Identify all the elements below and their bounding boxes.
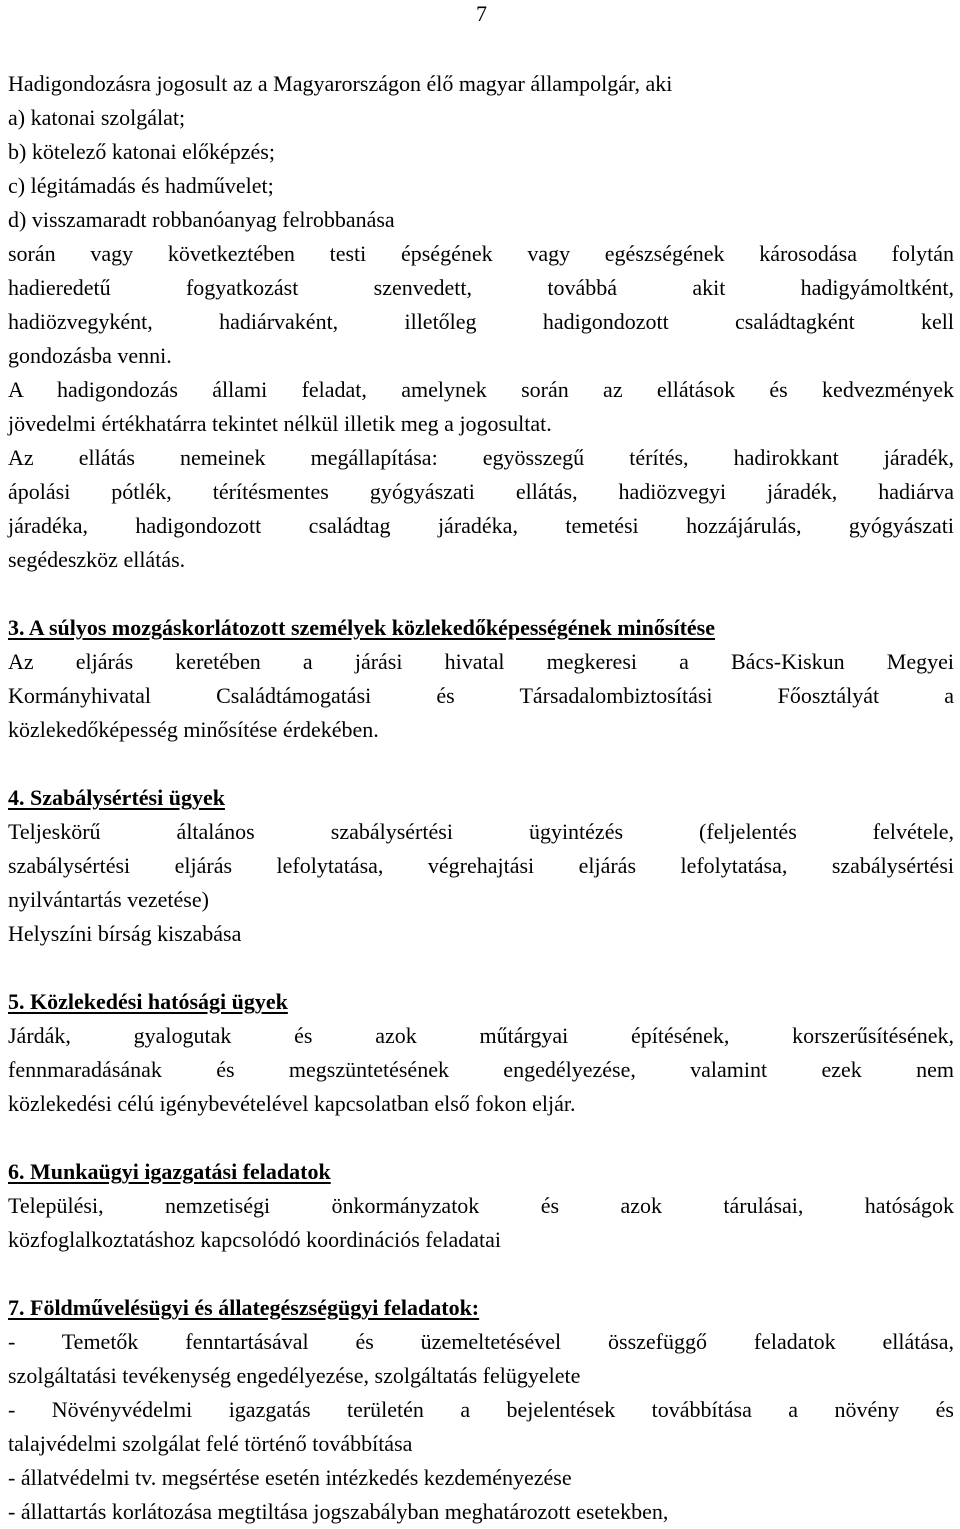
paragraph-line: Települési, nemzetiségi önkormányzatok és azok tárulásai, hatóságok xyxy=(8,1193,954,1218)
list-item: a) katonai szolgálat; xyxy=(8,105,186,130)
paragraph-line: során vagy következtében testi épségének vagy egészségének károsodása folytán xyxy=(8,241,954,266)
paragraph-line: talajvédelmi szolgálat felé történő továbbítása xyxy=(8,1431,413,1456)
paragraph-line: Kormányhivatal Családtámogatási és Társadalombiztosítási Főosztályát a xyxy=(8,683,954,708)
section-spacer xyxy=(8,577,954,611)
paragraph-line: járadéka, hadigondozott családtag járadéka, temetési hozzájárulás, gyógyászati xyxy=(8,513,954,538)
section-spacer xyxy=(8,1257,954,1291)
paragraph-line: Járdák, gyalogutak és azok műtárgyai építésének, korszerűsítésének, xyxy=(8,1023,954,1048)
page-number: 7 xyxy=(476,1,487,26)
paragraph-line: szolgáltatási tevékenység engedélyezése, szolgáltatás felügyelete xyxy=(8,1363,581,1388)
paragraph-line: ápolási pótlék, térítésmentes gyógyászati ellátás, hadiözvegyi járadék, hadiárva xyxy=(8,479,954,504)
paragraph-line: segédeszköz ellátás. xyxy=(8,547,186,572)
paragraph-line: fennmaradásának és megszüntetésének engedélyezése, valamint ezek nem xyxy=(8,1057,954,1082)
paragraph-line: Az eljárás keretében a járási hivatal megkeresi a Bács-Kiskun Megyei xyxy=(8,649,954,674)
document-page xyxy=(8,0,956,1525)
paragraph-line: - Temetők fenntartásával és üzemeltetésével összefüggő feladatok ellátása, xyxy=(8,1329,954,1354)
paragraph-line: közlekedési célú igénybevételével kapcsolatban első fokon eljár. xyxy=(8,1091,576,1116)
paragraph-line: nyilvántartás vezetése) xyxy=(8,887,209,912)
paragraph-line: - állatvédelmi tv. megsértése esetén intézkedés kezdeményezése xyxy=(8,1465,572,1490)
paragraph-line: Az ellátás nemeinek megállapítása: egyösszegű térítés, hadirokkant járadék, xyxy=(8,445,954,470)
section-spacer xyxy=(8,1121,954,1155)
hadigondozas-intro: Hadigondozásra jogosult az a Magyarországon élő magyar állampolgár, aki xyxy=(8,71,673,96)
section-3-heading: 3. A súlyos mozgáskorlátozott személyek közlekedőképességének minősítése xyxy=(8,615,715,640)
section-4-heading: 4. Szabálysértési ügyek xyxy=(8,785,225,810)
document-body xyxy=(8,67,954,1529)
paragraph-line: A hadigondozás állami feladat, amelynek során az ellátások és kedvezmények xyxy=(8,377,954,402)
paragraph-line: jövedelmi értékhatárra tekintet nélkül illetik meg a jogosultat. xyxy=(8,411,552,436)
section-5-heading: 5. Közlekedési hatósági ügyek xyxy=(8,989,288,1014)
paragraph-line: - állattartás korlátozása megtiltása jogszabályban meghatározott esetekben, xyxy=(8,1499,669,1524)
section-6-heading: 6. Munkaügyi igazgatási feladatok xyxy=(8,1159,331,1184)
paragraph-line: hadieredetű fogyatkozást szenvedett, továbbá akit hadigyámoltként, xyxy=(8,275,954,300)
paragraph-line: Teljeskörű általános szabálysértési ügyintézés (feljelentés felvétele, xyxy=(8,819,954,844)
section-7-heading: 7. Földművelésügyi és állategészségügyi feladatok: xyxy=(8,1295,480,1320)
paragraph-line: gondozásba venni. xyxy=(8,343,172,368)
paragraph-line: közfoglalkoztatáshoz kapcsolódó koordinációs feladatai xyxy=(8,1227,501,1252)
paragraph-line: Helyszíni bírság kiszabása xyxy=(8,921,242,946)
list-item: b) kötelező katonai előképzés; xyxy=(8,139,275,164)
paragraph-line: szabálysértési eljárás lefolytatása, végrehajtási eljárás lefolytatása, szabálysértési xyxy=(8,853,954,878)
paragraph-line: hadiözvegyként, hadiárvaként, illetőleg hadigondozott családtagként kell xyxy=(8,309,954,334)
section-spacer xyxy=(8,747,954,781)
paragraph-line: közlekedőképesség minősítése érdekében. xyxy=(8,717,379,742)
section-spacer xyxy=(8,951,954,985)
paragraph-line: - Növényvédelmi igazgatás területén a bejelentések továbbítása a növény és xyxy=(8,1397,954,1422)
list-item: d) visszamaradt robbanóanyag felrobbanása xyxy=(8,207,395,232)
list-item: c) légitámadás és hadművelet; xyxy=(8,173,274,198)
